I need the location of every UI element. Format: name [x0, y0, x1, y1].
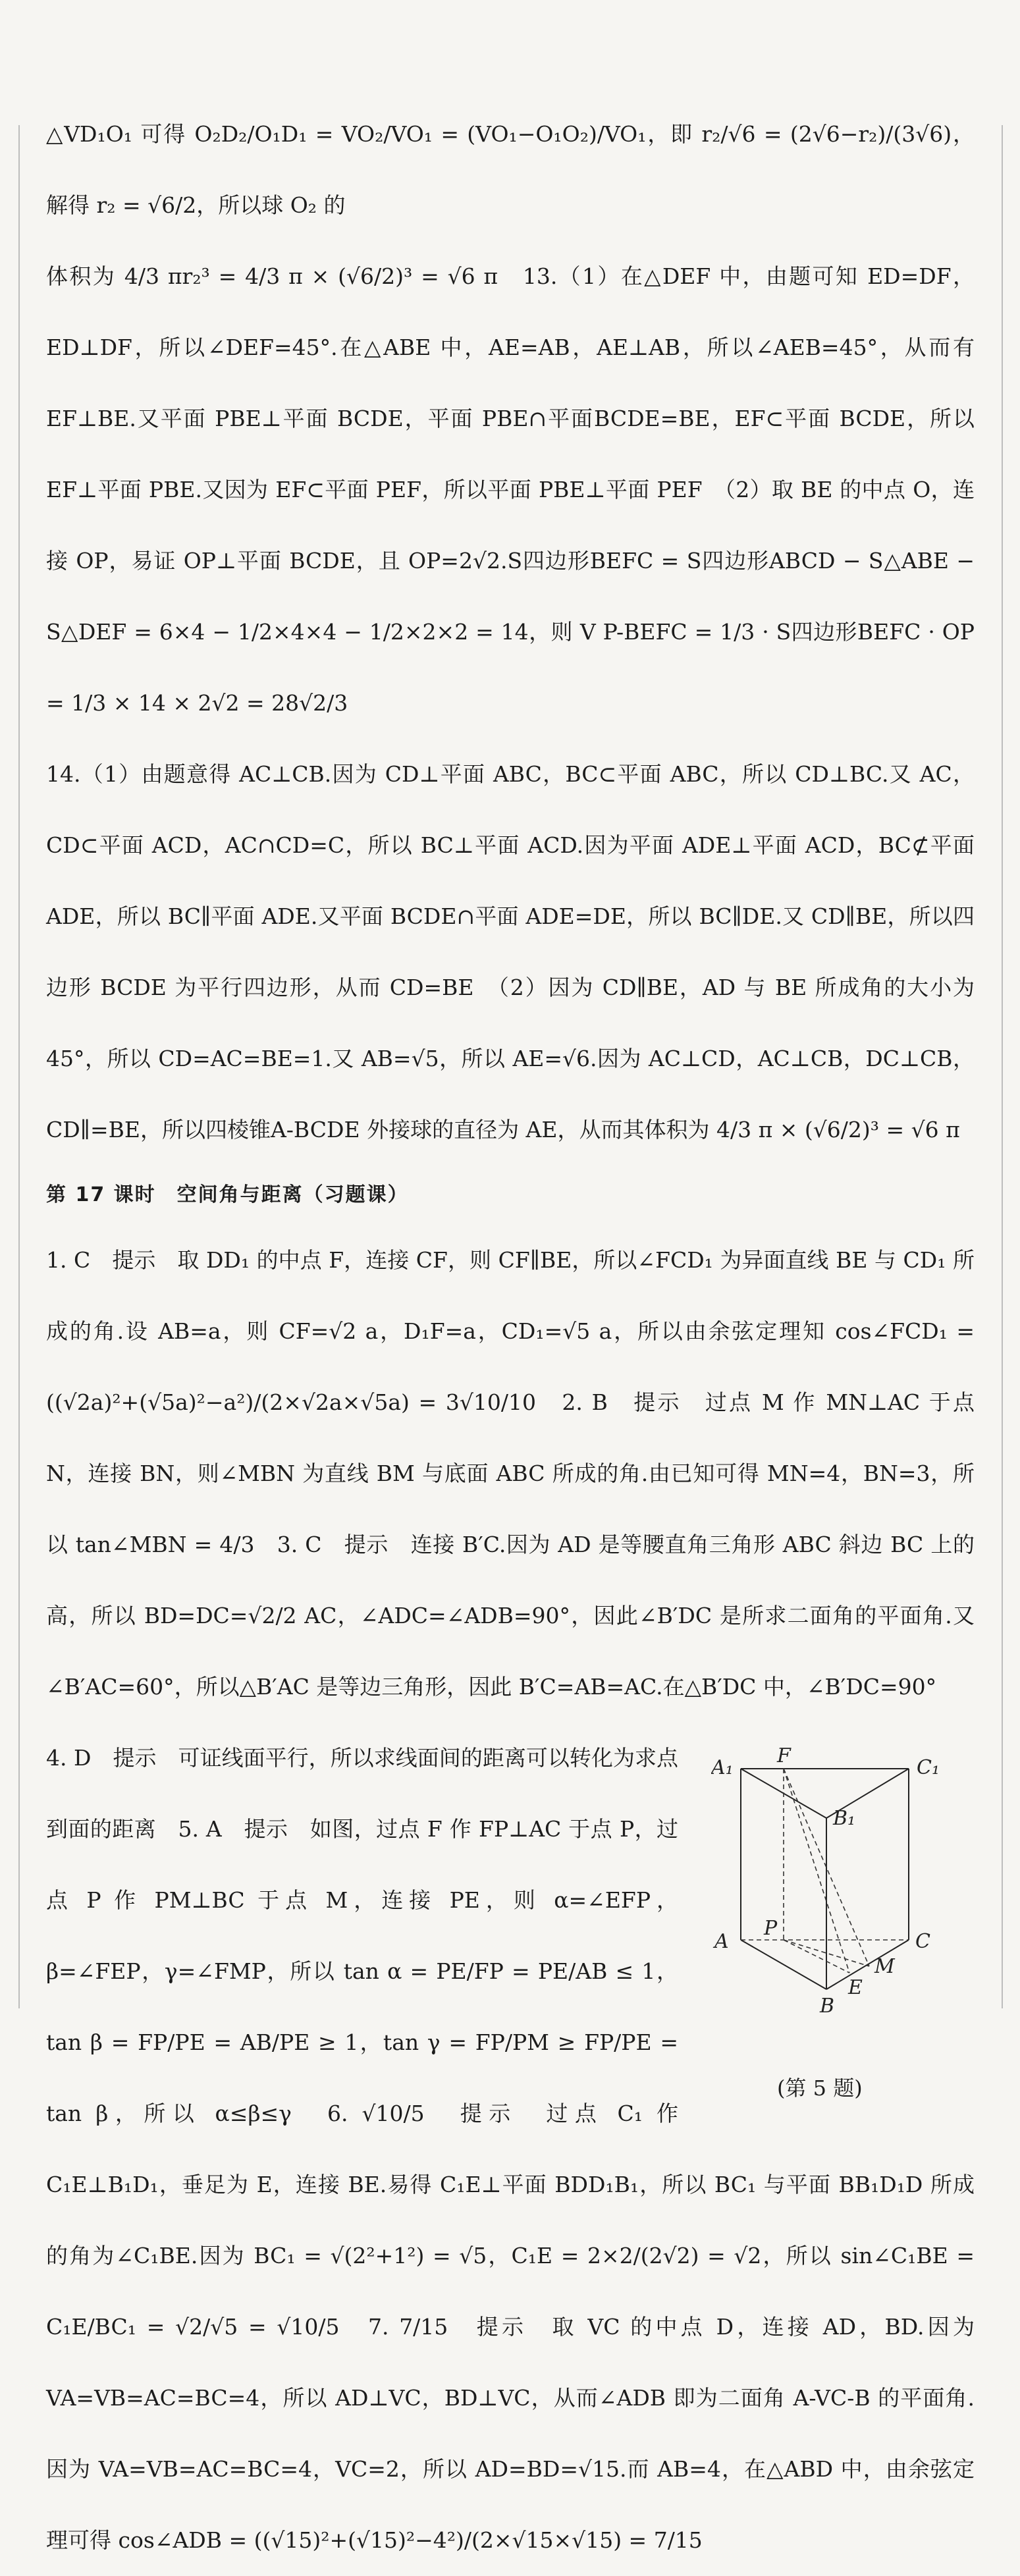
edge-ab	[741, 1940, 826, 1989]
label-m: M	[874, 1955, 895, 1978]
label-e: E	[848, 1976, 863, 1999]
label-a: A	[714, 1930, 729, 1953]
prism-diagram	[711, 1742, 968, 2072]
label-f: F	[777, 1744, 791, 1767]
label-c: C	[915, 1930, 930, 1953]
segment-pe	[784, 1940, 849, 1973]
paragraph-top-1: △VD₁O₁ 可得 O₂D₂/O₁D₁ = VO₂/VO₁ = (VO₁−O₁O₂)/VO₁，即 r₂/√6 = (2√6−r₂)/(3√6)，解得 r₂ = √6/2，所以球 O₂ 的	[46, 121, 975, 218]
label-a1: A₁	[711, 1756, 734, 1779]
paragraph-top-3: 14.（1）由题意得 AC⊥CB.因为 CD⊥平面 ABC，BC⊂平面 ABC，所以 CD⊥BC.又 AC，CD⊂平面 ACD，AC∩CD=C，所以 BC⊥平面 ACD.因为平面 ADE⊥平面 ACD，BC⊄平面 ADE，所以 BC∥平面 ADE.又平面 BCDE∩平面 ADE=DE，所以 BC∥DE.又 CD∥BE，所以四边形 BCDE 为平行四边形，从而 CD=BE （2）因为 CD∥BE，AD 与 BE 所成角的大小为 45°，所以 CD=AC=BE=1.又 AB=√5，所以 AE=√6.因为 AC⊥CD，AC⊥CB，DC⊥CB，CD∥=BE，所以四棱锥A-BCDE 外接球的直径为 AE，从而其体积为 4/3 π × (√6/2)³ = √6 π	[46, 761, 975, 1142]
label-c1: C₁	[917, 1756, 940, 1779]
label-b: B	[820, 1995, 835, 2018]
section-title: 第 17 课时 空间角与距离（习题课）	[46, 1183, 409, 1206]
segment-fe	[784, 1769, 849, 1973]
paragraph-fig-1: 4. D 提示 可证线面平行，所以求线面间的距离可以转化为求点到面的距离 5. A 提示 如图，过点 F 作 FP⊥AC 于点 P，过点 P 作 PM⊥BC 于点 M，连接 PE，则 α=∠EFP，β=∠FEP，γ=∠FMP，所以 tan α = PE/FP = PE/AB ≤ 1，tan β = FP/PE = AB/PE ≥ 1，tan γ = FP/PM ≥ FP/PE = tan β，所以 α≤β≤γ 6. √10/5 提示 过点 C₁ 作 C₁E⊥B₁D₁，垂足为 E，连接 BE.易得 C₁E⊥平面 BDD₁B₁，所以 BC₁ 与平面 BB₁D₁D 所成的角为∠C₁BE.因为 BC₁ = √(2²+1²) = √5，C₁E = 2×2/(2√2) = √2，所以 sin∠C₁BE = C₁E/BC₁ = √2/√5 = √10/5 7. 7/15 提示 取 VC 的中点 D，连接 AD，BD.因为 VA=VB=AC=BC=4，所以 AD⊥VC，BD⊥VC，从而∠ADB 即为二面角 A-VC-B 的平面角.因为 VA=VB=AC=BC=4，VC=2，所以 AD=BD=√15.而 AB=4，在△ABD 中，由余弦定理可得 cos∠ADB = ((√15)²+(√15)²−4²)/(2×√15×√15) = 7/15	[46, 1745, 975, 2553]
label-p: P	[764, 1917, 778, 1940]
edge-cb	[826, 1940, 909, 1989]
left-margin-rule	[18, 125, 20, 2008]
right-margin-rule	[1002, 125, 1003, 2008]
page-content	[46, 99, 975, 2576]
figure-caption: (第 5 题)	[777, 2076, 863, 2101]
paragraph-mid-1: 1. C 提示 取 DD₁ 的中点 F，连接 CF，则 CF∥BE，所以∠FCD₁ 为异面直线 BE 与 CD₁ 所成的角.设 AB=a，则 CF=√2 a，D₁F=a，CD₁=√5 a，所以由余弦定理知 cos∠FCD₁ = ((√2a)²+(√5a)²−a²)/(2×√2a×√5a) = 3√10/10 2. B 提示 过点 M 作 MN⊥AC 于点 N，连接 BN，则∠MBN 为直线 BM 与底面 ABC 所成的角.由已知可得 MN=4，BN=3，所以 tan∠MBN = 4/3 3. C 提示 连接 B′C.因为 AD 是等腰直角三角形 ABC 斜边 BC 上的高，所以 BD=DC=√2/2 AC，∠ADC=∠ADB=90°，因此∠B′DC 是所求二面角的平面角.又∠B′AC=60°，所以△B′AC 是等边三角形，因此 B′C=AB=AC.在△B′DC 中，∠B′DC=90°	[46, 1247, 975, 1700]
prism-figure	[698, 1736, 975, 2111]
label-b1: B₁	[833, 1807, 856, 1830]
paragraph-top-2: 体积为 4/3 πr₂³ = 4/3 π × (√6/2)³ = √6 π 13.（1）在△DEF 中，由题可知 ED=DF，ED⊥DF，所以∠DEF=45°.在△ABE 中，AE=AB，AE⊥AB，所以∠AEB=45°，从而有 EF⊥BE.又平面 PBE⊥平面 BCDE，平面 PBE∩平面BCDE=BE，EF⊂平面 BCDE，所以 EF⊥平面 PBE.又因为 EF⊂平面 PEF，所以平面 PBE⊥平面 PEF （2）取 BE 的中点 O，连接 OP，易证 OP⊥平面 BCDE，且 OP=2√2.S四边形BEFC = S四边形ABCD − S△ABE − S△DEF = 6×4 − 1/2×4×4 − 1/2×2×2 = 14，则 V P-BEFC = 1/3 · S四边形BEFC · OP = 1/3 × 14 × 2√2 = 28√2/3	[46, 263, 975, 716]
